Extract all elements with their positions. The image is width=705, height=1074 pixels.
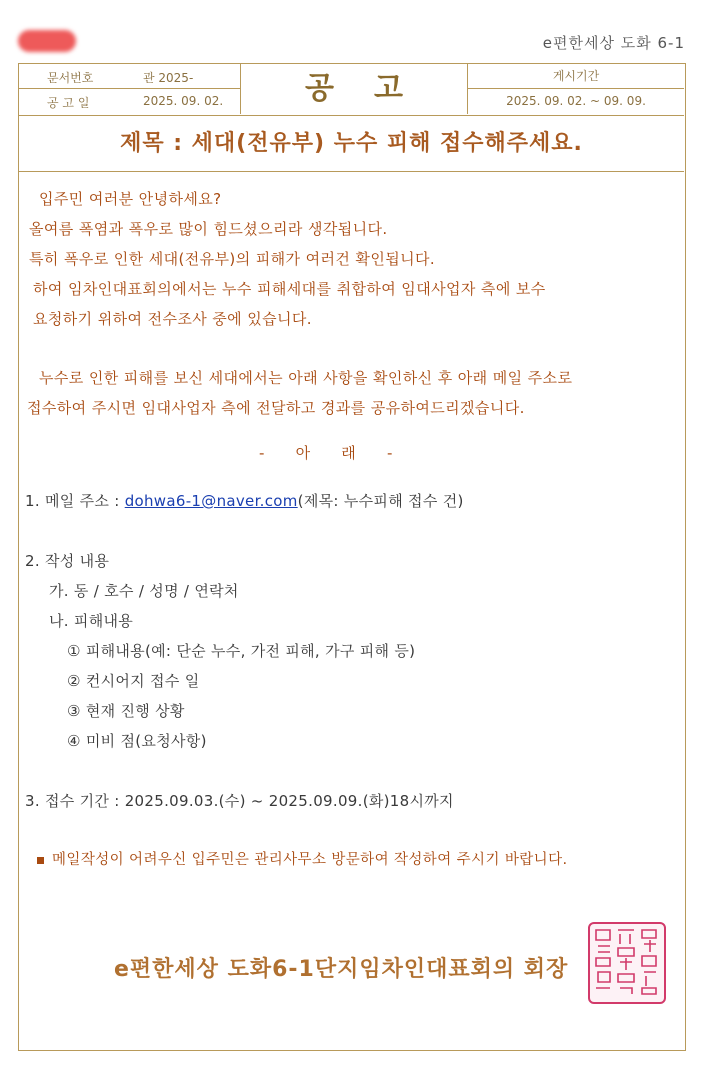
content-item-na: 나. 피해내용 xyxy=(49,612,134,630)
request-line: 누수로 인한 피해를 보신 세대에서는 아래 사항을 확인하신 후 아래 메일 주소로 xyxy=(39,369,573,387)
intro-line: 요청하기 위하여 전수조사 중에 있습니다. xyxy=(33,310,312,328)
period-item: 3. 접수 기간 : 2025.09.03.(수) ~ 2025.09.09.(화)18시까지 xyxy=(25,792,454,810)
intro-line: 특히 폭우로 인한 세대(전유부)의 피해가 여러건 확인됩니다. xyxy=(29,250,436,268)
official-seal-icon xyxy=(588,922,666,1004)
email-suffix: (제목: 누수피해 접수 건) xyxy=(297,492,464,510)
notice-date-cell xyxy=(19,89,241,114)
intro-line: 하여 임차인대표회의에서는 누수 피해세대를 취합하여 임대사업자 측에 보수 xyxy=(33,280,546,298)
notice-title: 공고 xyxy=(305,71,443,106)
damage-detail-item: ③ 현재 진행 상황 xyxy=(67,702,185,720)
damage-detail-item: ② 컨시어지 접수 일 xyxy=(67,672,200,690)
redacted-mark xyxy=(18,30,76,52)
content-item-ga: 가. 동 / 호수 / 성명 / 연락처 xyxy=(49,582,239,600)
posting-period-label: 게시기간 xyxy=(467,64,684,89)
notice-header xyxy=(19,64,684,116)
below-heading: - 아 래 - xyxy=(259,444,393,462)
notice-frame xyxy=(18,63,686,1051)
notice-text: 메일작성이 어려우신 입주민은 관리사무소 방문하여 작성하여 주시기 바랍니다. xyxy=(52,852,568,868)
posting-period-value: 2025. 09. 02. ~ 09. 09. xyxy=(467,89,684,114)
doc-number-cell xyxy=(19,64,241,89)
notice-date-label: 공 고 일 xyxy=(47,96,90,110)
organization-name: e편한세상 도화 6-1 xyxy=(542,34,685,52)
damage-detail-item: ④ 미비 점(요청사항) xyxy=(67,732,207,750)
damage-detail-item: ① 피해내용(예: 단순 누수, 가전 피해, 가구 피해 등) xyxy=(67,642,416,660)
doc-number-value: 관 2025- xyxy=(143,71,194,85)
intro-line: 입주민 여러분 안녕하세요? xyxy=(39,190,222,208)
subject-line: 제목 : 세대(전유부) 누수 피해 접수해주세요. xyxy=(19,116,684,172)
request-line: 접수하여 주시면 임대사업자 측에 전달하고 경과를 공유하여드리겠습니다. xyxy=(27,399,525,417)
notice-date-value: 2025. 09. 02. xyxy=(143,94,224,108)
content-item-title: 2. 작성 내용 xyxy=(25,552,110,570)
seal-stamp xyxy=(590,924,663,1001)
doc-number-label: 문서번호 xyxy=(47,71,94,85)
notice-line xyxy=(37,848,568,869)
intro-line: 올여름 폭염과 폭우로 많이 힘드셨으리라 생각됩니다. xyxy=(29,220,388,238)
email-item xyxy=(25,490,464,511)
email-link[interactable]: dohwa6-1@naver.com xyxy=(124,492,298,510)
square-bullet-icon xyxy=(37,857,44,864)
email-prefix: 1. 메일 주소 : xyxy=(25,492,125,510)
signature-line: e편한세상 도화6-1단지임차인대표회의 회장 xyxy=(114,957,569,982)
